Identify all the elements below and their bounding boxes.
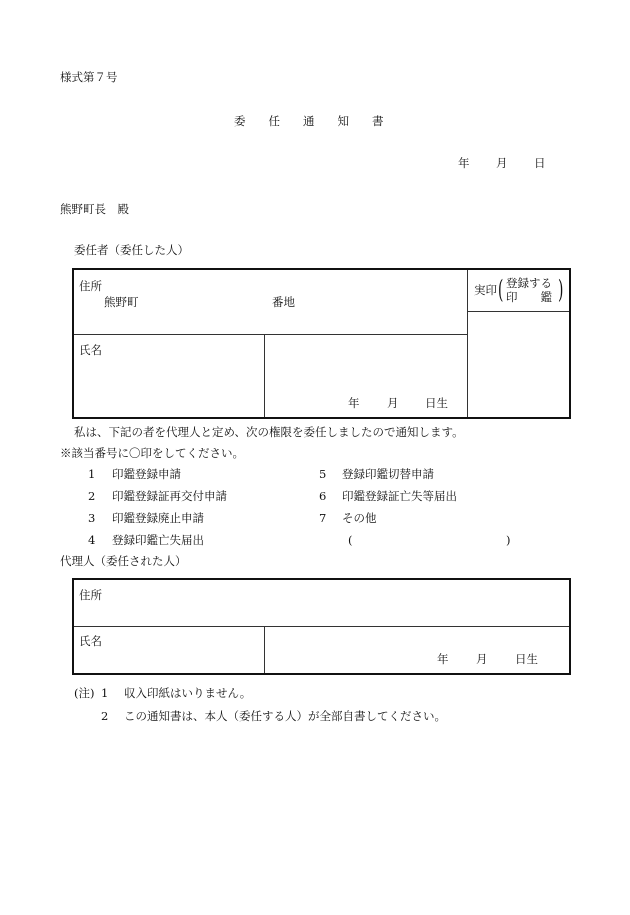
agent-name-divider	[264, 626, 265, 673]
seal-paren-open: (	[498, 275, 504, 304]
statement: 私は、下記の者を代理人と定め、次の権限を委任しましたので通知します。	[74, 425, 464, 439]
seal-label: 実印	[474, 283, 497, 297]
agent-birth-year: 年	[437, 652, 449, 666]
option-6-num: 6	[319, 489, 327, 503]
addressee: 熊野町長 殿	[60, 202, 129, 216]
option-3-text: 印鑑登録廃止申請	[112, 511, 204, 525]
other-paren-close: )	[506, 533, 511, 547]
principal-address-label: 住所	[79, 279, 102, 293]
option-5-num: 5	[319, 467, 327, 481]
option-6-text: 印鑑登録証亡失等届出	[342, 489, 457, 503]
option-1-num: 1	[88, 467, 96, 481]
option-3-num: 3	[88, 511, 96, 525]
date-day: 日	[534, 156, 546, 170]
seal-paren-close: )	[558, 275, 564, 304]
other-paren-open: (	[348, 533, 353, 547]
principal-birth-day: 日生	[425, 396, 448, 410]
agent-heading: 代理人（委任された人）	[60, 554, 187, 568]
option-5-text: 登録印鑑切替申請	[342, 467, 434, 481]
seal-line-2: 印 鑑	[506, 290, 552, 304]
notes-label: (注)	[74, 686, 95, 700]
option-2-num: 2	[88, 489, 96, 503]
agent-name-label: 氏名	[79, 634, 102, 648]
principal-name-label: 氏名	[79, 343, 102, 357]
option-1-text: 印鑑登録申請	[112, 467, 181, 481]
note-2-num: 2	[101, 709, 109, 723]
principal-name-divider	[264, 334, 265, 417]
agent-address-label: 住所	[79, 588, 102, 602]
seal-header-divider	[467, 311, 569, 312]
form-number: 様式第７号	[60, 70, 118, 84]
principal-birth-month: 月	[387, 396, 399, 410]
seal-line-1: 登録する	[506, 276, 552, 290]
option-4-num: 4	[88, 533, 96, 547]
date-year: 年	[458, 156, 470, 170]
note-2-text: この通知書は、本人（委任する人）が全部自書してください。	[124, 709, 446, 723]
principal-birth-year: 年	[348, 396, 360, 410]
agent-row-divider	[74, 626, 569, 627]
agent-birth-day: 日生	[515, 652, 538, 666]
option-4-text: 登録印鑑亡失届出	[112, 533, 204, 547]
principal-heading: 委任者（委任した人）	[74, 243, 189, 257]
agent-birth-month: 月	[476, 652, 488, 666]
principal-address-suffix: 番地	[272, 295, 295, 309]
document-title: 委 任 通 知 書	[234, 114, 384, 128]
seal-column-divider	[467, 270, 468, 417]
instruction: ※該当番号に〇印をしてください。	[60, 446, 244, 460]
note-1-text: 収入印紙はいりません。	[124, 686, 252, 700]
note-1-num: 1	[101, 686, 109, 700]
date-month: 月	[496, 156, 508, 170]
option-2-text: 印鑑登録証再交付申請	[112, 489, 227, 503]
option-7-num: 7	[319, 511, 327, 525]
principal-row-divider	[74, 334, 467, 335]
principal-address-town: 熊野町	[104, 295, 139, 309]
option-7-text: その他	[342, 511, 377, 525]
